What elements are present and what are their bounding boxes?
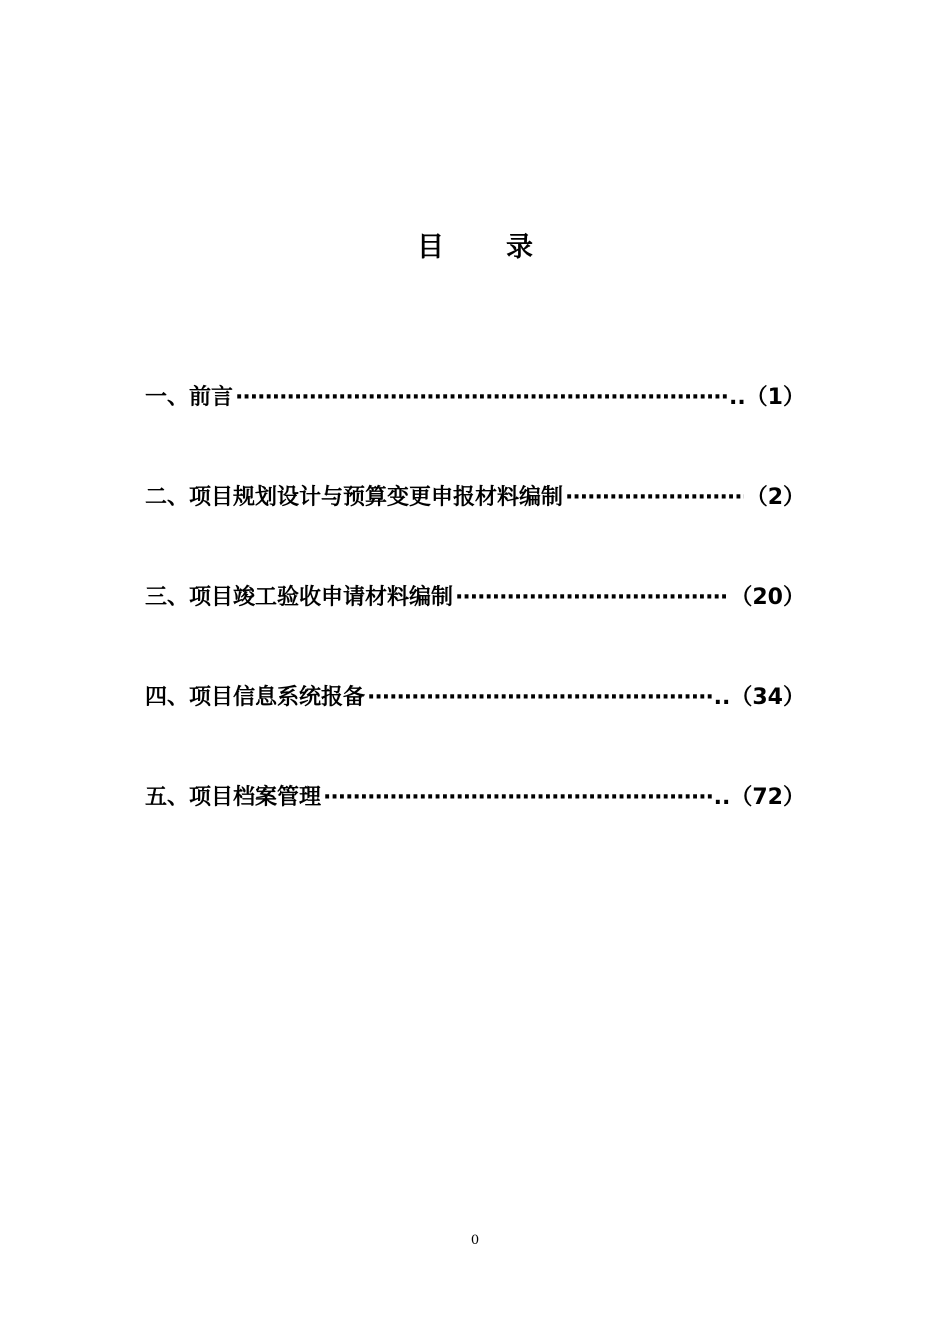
footer-page-number: 0 bbox=[470, 1233, 480, 1248]
toc-dot-leader bbox=[323, 778, 712, 818]
toc-entry-label: 三、项目竣工验收申请材料编制 bbox=[145, 585, 454, 610]
toc-entry-page: ..（72） bbox=[713, 785, 805, 810]
toc-entry[interactable] bbox=[145, 578, 805, 618]
table-of-contents bbox=[145, 378, 805, 878]
toc-dot-leader bbox=[455, 578, 728, 618]
toc-entry[interactable] bbox=[145, 678, 805, 718]
toc-dot-leader bbox=[235, 378, 727, 418]
toc-entry-page: ..（34） bbox=[713, 685, 805, 710]
toc-entry-page: （20） bbox=[730, 585, 805, 610]
toc-entry-page: ..（1） bbox=[728, 385, 805, 410]
toc-entry[interactable] bbox=[145, 478, 805, 518]
toc-entry[interactable] bbox=[145, 378, 805, 418]
toc-entry-label: 五、项目档案管理 bbox=[145, 785, 322, 810]
toc-entry-label: 二、项目规划设计与预算变更申报材料编制 bbox=[145, 485, 564, 510]
title-char-2: 录 bbox=[506, 232, 533, 263]
toc-entry-label: 四、项目信息系统报备 bbox=[145, 685, 366, 710]
toc-dot-leader bbox=[367, 678, 712, 718]
title-char-1: 目 bbox=[417, 232, 444, 263]
page-title bbox=[0, 228, 950, 268]
toc-entry[interactable] bbox=[145, 778, 805, 818]
toc-dot-leader bbox=[565, 478, 744, 518]
toc-entry-page: （2） bbox=[745, 485, 805, 510]
toc-entry-label: 一、前言 bbox=[145, 385, 234, 410]
